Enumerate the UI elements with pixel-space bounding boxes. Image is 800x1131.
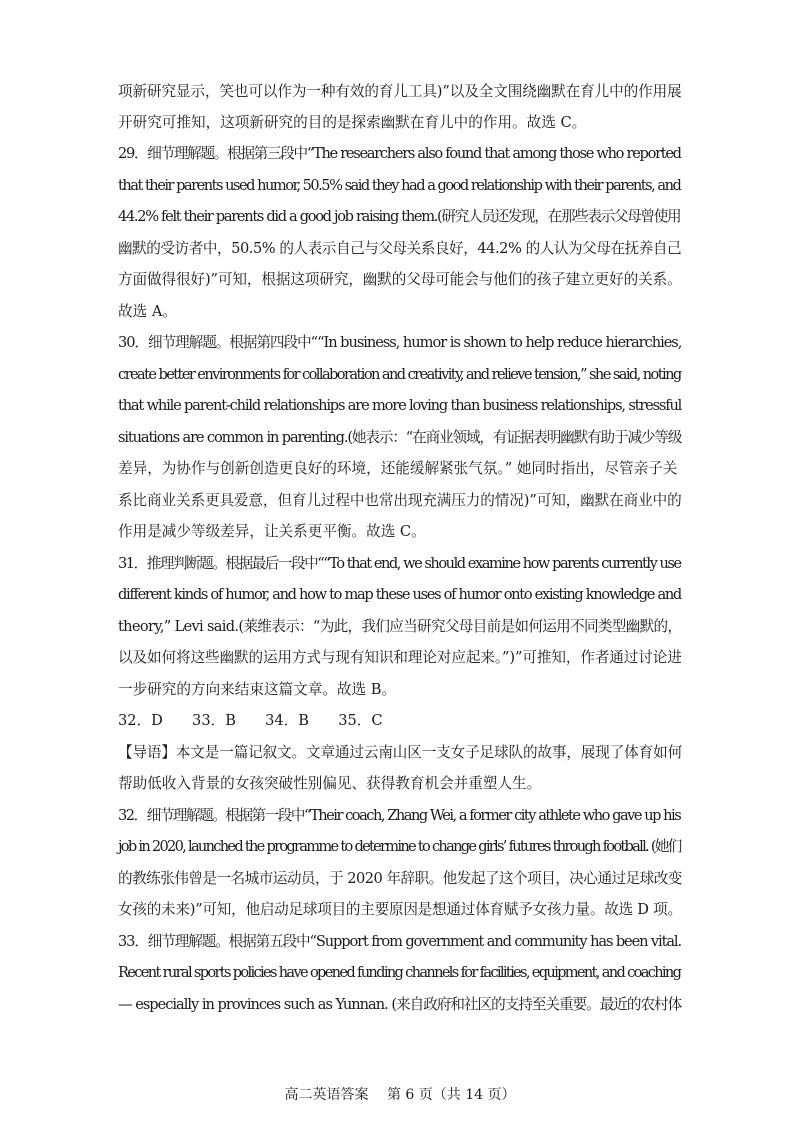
text-line: different kinds of humor, and how to map these uses of humor onto existing knowledge and — [118, 586, 681, 603]
page-footer: 高二英语答案 第 6 页（共 14 页） — [284, 1087, 516, 1103]
text-line: 44.2% felt their parents did a good job raising them.(研究人员还发现，在那些表示父母曾使用 — [118, 208, 681, 225]
text-line: that while parent-child relationships are more loving than business relationships, stressful — [118, 397, 682, 414]
text-line: 项新研究显示，笑也可以作为一种有效的育儿工具)”以及全文围绕幽默在育儿中的作用展 — [118, 83, 682, 100]
text-line: 方面做得很好)”可知，根据这项研究，幽默的父母可能会与他们的孩子建立更好的关系。 — [118, 271, 682, 288]
text-line: job in 2020, launched the programme to determine to change girls’ futures through football. (她们 — [118, 838, 681, 855]
text-line: 幽默的受访者中，50.5% 的人表示自己与父母关系良好，44.2% 的人认为父母在抚养自己 — [118, 240, 682, 257]
text-line: 一步研究的方向来结束这篇文章。故选 B。 — [118, 681, 397, 698]
text-line: 29．细节理解题。根据第三段中“The researchers also found that among those who reported — [118, 145, 681, 162]
text-line: 33．细节理解题。根据第五段中“Support from government and community has been vital. — [118, 933, 681, 950]
text-line: 32．细节理解题。根据第一段中“Their coach, Zhang Wei, a former city athlete who gave up his — [118, 807, 681, 824]
text-line: 31．推理判断题。根据最后一段中““To that end, we should examine how parents currently use — [118, 555, 681, 572]
text-line: 以及如何将这些幽默的运用方式与现有知识和理论对应起来。”)”可推知，作者通过讨论进 — [118, 649, 682, 666]
text-line: Recent rural sports policies have opened funding channels for facilities, equipment, and coaching — [118, 964, 681, 981]
text-line: 系比商业关系更具爱意，但育儿过程中也常出现充满压力的情况)”可知，幽默在商业中的 — [118, 492, 682, 509]
text-line: 女孩的未来)”可知，他启动足球项目的主要原因是想通过体育赋予女孩力量。故选 D 项。 — [118, 901, 682, 918]
text-line: 帮助低收入背景的女孩突破性别偏见、获得教育机会并重塑人生。 — [118, 775, 542, 792]
text-line: 差异，为协作与创新创造更良好的环境，还能缓解紧张气氛。” 她同时指出，尽管亲子关 — [118, 460, 678, 477]
text-line: — especially in provinces such as Yunnan. (来自政府和社区的支持至关重要。最近的农村体 — [118, 996, 682, 1013]
text-line: 的教练张伟曾是一名城市运动员，于 2020 年辞职。他发起了这个项目，决心通过足球改变 — [118, 870, 682, 887]
answer-key-line: 32．D 33．B 34．B 35．C — [118, 712, 383, 729]
text-line: 【导语】本文是一篇记叙文。文章通过云南山区一支女子足球队的故事，展现了体育如何 — [118, 744, 683, 761]
text-line: 故选 A。 — [118, 303, 177, 320]
text-line: 30．细节理解题。根据第四段中““In business, humor is shown to help reduce hierarchies, — [118, 334, 682, 351]
text-line: theory,” Levi said.(莱维表示：“为此，我们应当研究父母目前是如何运用不同类型幽默的， — [118, 618, 682, 635]
text-line: create better environments for collaboration and creativity, and relieve tension,” she said, noting — [118, 366, 681, 383]
text-line: 开研究可推知，这项新研究的目的是探索幽默在育儿中的作用。故选 C。 — [118, 114, 587, 131]
text-line: that their parents used humor, 50.5% said they had a good relationship with their parents, and — [118, 177, 681, 194]
text-line: 作用是减少等级差异，让关系更平衡。故选 C。 — [118, 523, 426, 540]
text-line: situations are common in parenting.(她表示：“在商业领域，有证据表明幽默有助于减少等级 — [118, 429, 682, 446]
